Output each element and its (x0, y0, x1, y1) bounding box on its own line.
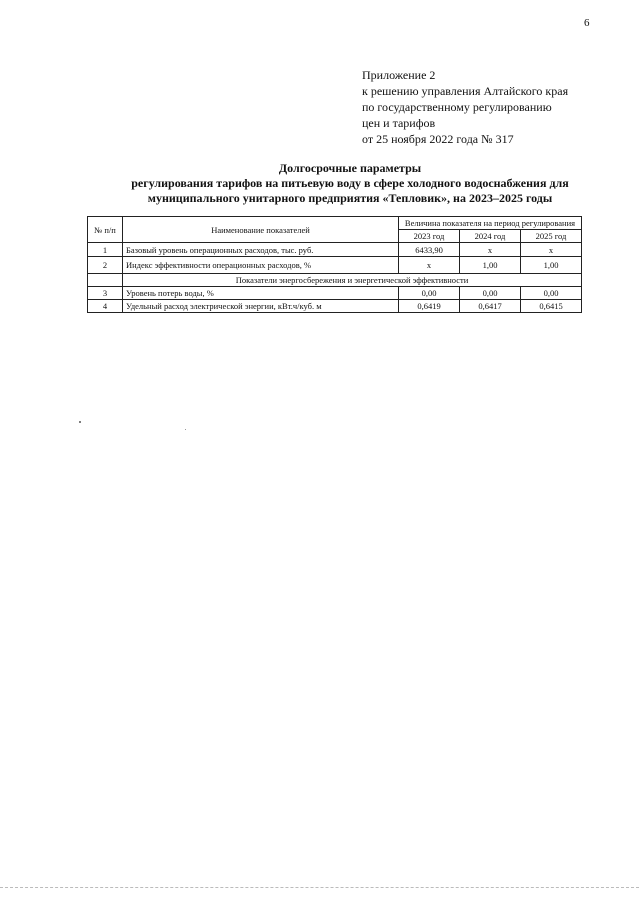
scan-edge-line (0, 887, 639, 888)
header-year: 2023 год (399, 230, 460, 243)
section-title: Показатели энергосбережения и энергетической эффективности (123, 274, 582, 287)
row-value: 0,6415 (521, 300, 582, 313)
appendix-line: по государственному регулированию (362, 100, 552, 114)
appendix-line: к решению управления Алтайского края (362, 84, 569, 98)
table-header-row (88, 217, 582, 230)
row-name: Уровень потерь воды, % (123, 287, 399, 300)
row-name: Удельный расход электрической энергии, кВт.ч/куб. м (123, 300, 399, 313)
header-period: Величина показателя на период регулирования (399, 217, 582, 230)
document-title (100, 161, 600, 206)
appendix-line: Приложение 2 (362, 68, 436, 82)
appendix-line: цен и тарифов (362, 116, 436, 130)
scan-speck (185, 429, 186, 430)
row-value: 1,00 (521, 257, 582, 274)
section-empty-cell (88, 274, 123, 287)
row-value: 0,6417 (460, 300, 521, 313)
row-value: 1,00 (460, 257, 521, 274)
header-num: № п/п (88, 217, 123, 243)
appendix-header (362, 67, 568, 147)
table-row (88, 287, 582, 300)
header-name: Наименование показателей (123, 217, 399, 243)
header-year: 2024 год (460, 230, 521, 243)
parameters-table (87, 216, 582, 313)
title-line: Долгосрочные параметры (278, 161, 422, 175)
row-value: 0,00 (460, 287, 521, 300)
row-num: 1 (88, 243, 123, 257)
row-value: х (521, 243, 582, 257)
appendix-line: от 25 ноября 2022 года № 317 (362, 132, 514, 146)
row-value: 0,6419 (399, 300, 460, 313)
title-line: муниципального унитарного предприятия «Тепловик», на 2023–2025 годы (147, 191, 553, 205)
page-number: 6 (584, 17, 590, 29)
row-name: Индекс эффективности операционных расходов, % (123, 257, 399, 274)
row-value: 0,00 (399, 287, 460, 300)
row-num: 3 (88, 287, 123, 300)
row-value: х (460, 243, 521, 257)
table-section-row (88, 274, 582, 287)
table-row (88, 300, 582, 313)
row-num: 2 (88, 257, 123, 274)
row-value: х (399, 257, 460, 274)
header-year: 2025 год (521, 230, 582, 243)
scan-speck (79, 421, 81, 423)
row-value: 0,00 (521, 287, 582, 300)
row-num: 4 (88, 300, 123, 313)
title-line: регулирования тарифов на питьевую воду в сфере холодного водоснабжения для (131, 176, 569, 190)
row-name: Базовый уровень операционных расходов, тыс. руб. (123, 243, 399, 257)
row-value: 6433,90 (399, 243, 460, 257)
table-row (88, 257, 582, 274)
table-row (88, 243, 582, 257)
